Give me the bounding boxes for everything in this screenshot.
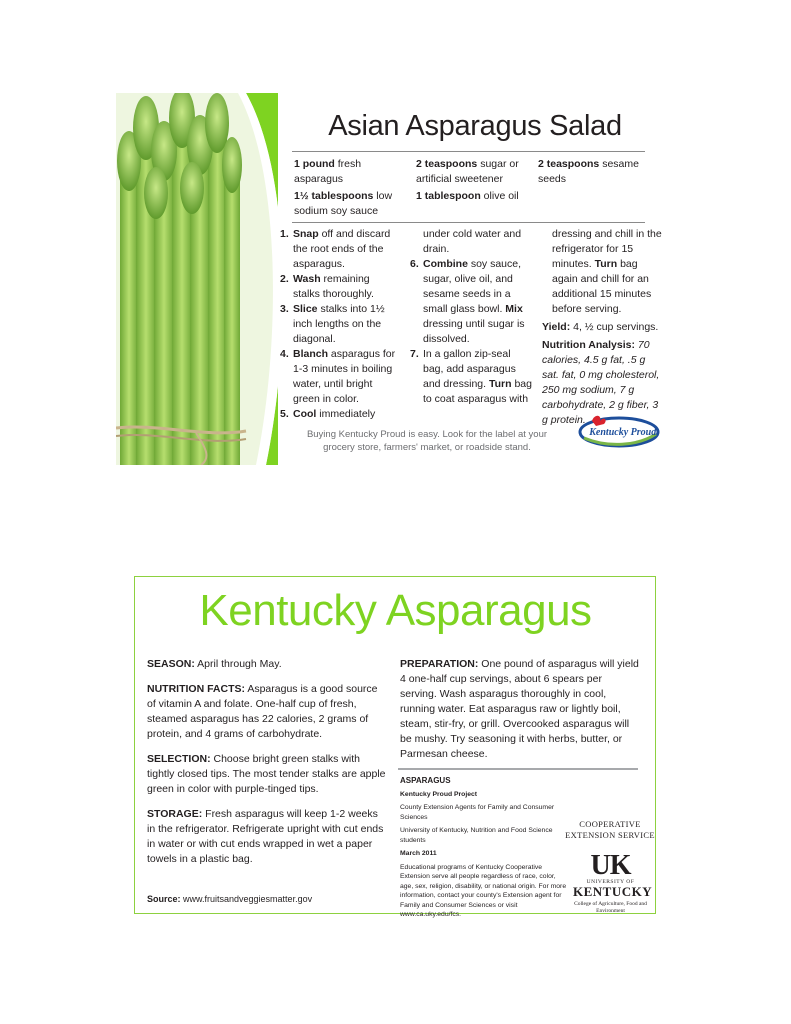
cooperative-extension-label: COOPERATIVE EXTENSION SERVICE <box>565 819 655 840</box>
credits-heading: ASPARAGUS <box>400 776 451 785</box>
ingredients-col-3 <box>538 157 648 189</box>
step-1: 1. Snap off and discard the root ends of the asparagus. <box>280 228 391 270</box>
storage-paragraph: STORAGE: Fresh asparagus will keep 1-2 weeks in the refrigerator. Refrigerate upright with cut ends in water or with cut ends wrapped in wet a paper towels in a plastic bag. <box>147 808 384 865</box>
credits-disclaimer: Educational programs of Kentucky Cooperative Extension serve all people regardless of race, color, age, sex, religion, disability, or national origin. For more information, contact your county's Extension agent for Family and Consumer Sciences or visit www.ca.uky.edu/fcs. <box>400 863 567 918</box>
ingredients-col-2 <box>416 157 528 206</box>
ingredient-item: 2 teaspoons sesame seeds <box>538 158 639 185</box>
asparagus-photo <box>116 93 278 465</box>
steps-col-2 <box>410 227 532 407</box>
source-line: Source: www.fruitsandveggiesmatter.gov <box>147 894 313 904</box>
ingredient-item: 1 pound fresh asparagus <box>294 158 362 185</box>
steps-col-3 <box>542 227 662 428</box>
nutrition-paragraph: NUTRITION FACTS: Asparagus is a good source of vitamin A and folate. One-half cup of fresh, steamed asparagus has 22 calories, 2 grams of protein, and 4 grams of carbohydrate. <box>147 683 378 740</box>
kentucky-proud-logo <box>578 412 660 448</box>
recipe-title: Asian Asparagus Salad <box>328 110 622 142</box>
step-5: 5. Cool immediately <box>280 408 376 420</box>
season-paragraph: SEASON: April through May. <box>147 658 282 670</box>
info-right-column <box>400 657 640 772</box>
credits-block <box>400 776 570 924</box>
step-6: 6. Combine soy sauce, sugar, olive oil, and sesame seeds in a small glass bowl. Mix dressing until sugar is dissolved. <box>410 258 525 345</box>
ingredient-item: 2 teaspoons sugar or artificial sweetener <box>416 158 519 185</box>
info-title: Kentucky Asparagus <box>199 586 592 635</box>
uk-kentucky-label: KENTUCKY <box>573 884 653 899</box>
selection-paragraph: SELECTION: Choose bright green stalks with tightly closed tips. The most tender stalks are apple green in color with purple-tinged tips. <box>147 753 386 795</box>
buying-note: Buying Kentucky Proud is easy. Look for the label at your grocery store, farmers' market, or roadside stand. <box>306 429 548 453</box>
ingredient-item: 1 tablespoon olive oil <box>416 190 519 202</box>
ingredient-item: 1½ tablespoons low sodium soy sauce <box>294 190 393 217</box>
ingredients-divider <box>292 222 645 223</box>
uk-college-label: College of Agriculture, Food and Environment <box>574 901 647 914</box>
preparation-paragraph: PREPARATION: One pound of asparagus will yield 4 one-half cup servings, about 6 spears per serving. Wash asparagus thoroughly in cool, running water. Eat asparagus raw or lightly boil, steam, stir-fry, or grill. Overcooked asparagus will be mushy. Try seasoning it with herbs, butter, or Parmesan cheese. <box>400 658 639 760</box>
uk-logo <box>573 850 653 914</box>
svg-text:Kentucky Proud.: Kentucky Proud. <box>589 427 659 438</box>
credits-university: University of Kentucky, Nutrition and Food Science students <box>400 827 553 844</box>
ingredients-col-1 <box>294 157 404 221</box>
info-left-column <box>147 657 387 877</box>
credits-project: Kentucky Proud Project <box>400 790 478 798</box>
yield: Yield: 4, ½ cup servings. <box>542 321 659 333</box>
step-4: 4. Blanch asparagus for 1-3 minutes in boiling water, until bright green in color. <box>280 348 396 405</box>
title-divider <box>292 151 645 152</box>
uk-mark: UK <box>590 850 631 881</box>
step-5-continued: under cold water and drain. <box>423 228 522 255</box>
credits-agents: County Extension Agents for Family and Consumer Sciences <box>400 804 555 821</box>
steps-col-1 <box>280 227 398 422</box>
uk-university-label: UNIVERSITY OF <box>586 879 635 885</box>
step-2: 2. Wash remaining stalks thoroughly. <box>280 273 374 300</box>
step-7-continued: dressing and chill in the refrigerator for 15 minutes. Turn bag again and chill for an additional 15 minutes before serving. <box>552 228 662 315</box>
step-3: 3. Slice stalks into 1½ inch lengths on the diagonal. <box>280 303 385 345</box>
nutrition-analysis: Nutrition Analysis: 70 calories, 4.5 g fat, .5 g sat. fat, 0 mg cholesterol, 250 mg sodium, 7 g carbohydrate, 2 g fiber, 3 g protein. <box>542 339 660 426</box>
step-7: 7. In a gallon zip-seal bag, add asparagus and dressing. Turn bag to coat asparagus with <box>410 348 532 405</box>
credits-divider <box>398 768 638 770</box>
credits-date: March 2011 <box>400 850 437 857</box>
